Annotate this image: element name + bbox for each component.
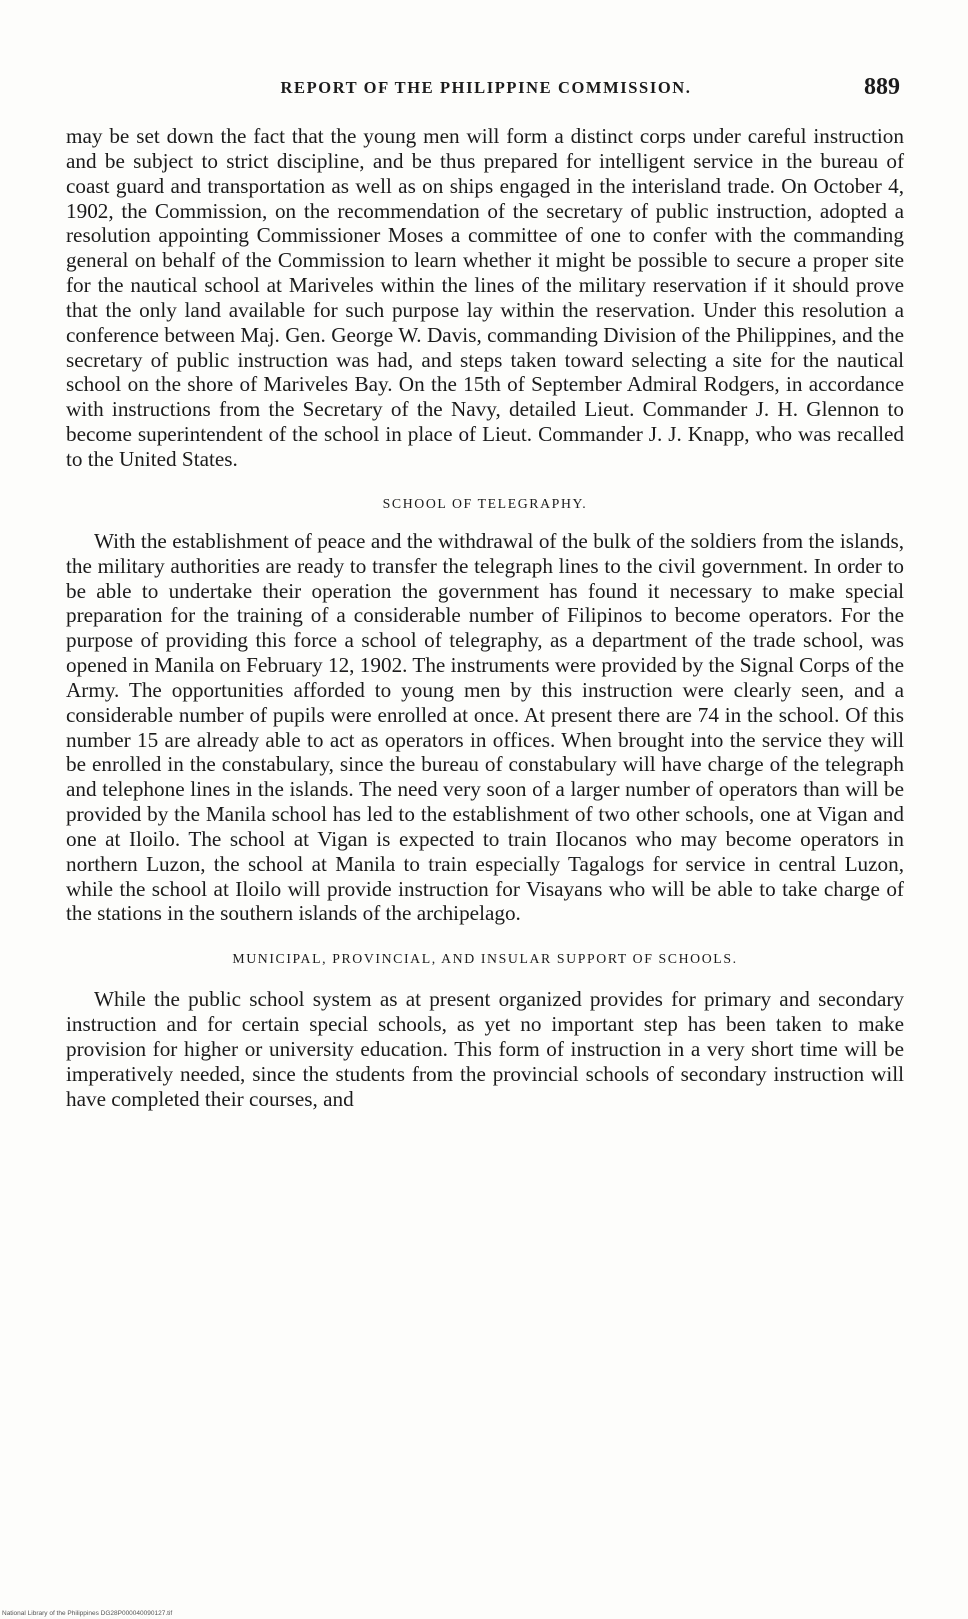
scan-credit: National Library of the Philippines DG28P000040090127.tif: [2, 1610, 173, 1617]
paragraph-telegraphy: With the establishment of peace and the withdrawal of the bulk of the soldiers from the islands, the military authorities are ready to transfer the telegraph lines to the civil government. In order to be able to undertake their operation the government has found it necessary to make special preparation for the training of a considerable number of Filipinos to become operators. For the purpose of providing this force a school of telegraphy, as a department of the trade school, was opened in Manila on February 12, 1902. The instruments were provided by the Signal Corps of the Army. The opportunities afforded to young men by this instruction were clearly seen, and a considerable number of pupils were enrolled at once. At present there are 74 in the school. Of this number 15 are already able to act as operators in offices. When brought into the service they will be enrolled in the constabulary, since the bureau of constabulary will have charge of the telegraph and telephone lines in the islands. The need very soon of a larger number of operators than will be provided by the Manila school has led to the establishment of two other schools, one at Vigan and one at Iloilo. The school at Vigan is expected to train Ilocanos who may become operators in northern Luzon, the school at Manila to train especially Tagalogs for service in central Luzon, while the school at Iloilo will provide instruction for Visayans who will be able to take charge of the stations in the southern islands of the archipelago.: [66, 528, 904, 926]
paragraph-support-of-schools: While the public school system as at present organized provides for primary and secondary instruction and for certain special schools, as yet no important step has been taken to make provision for higher or university education. This form of instruction in a very short time will be imperatively needed, since the students from the provincial schools of secondary instruction will have completed their courses, and: [66, 987, 904, 1111]
page-header: [66, 74, 906, 108]
section-heading-support-of-schools: MUNICIPAL, PROVINCIAL, AND INSULAR SUPPORT OF SCHOOLS.: [232, 951, 738, 967]
paragraph-nautical-school: may be set down the fact that the young men will form a distinct corps under careful instruction and be subject to strict discipline, and be thus prepared for intelligent service in the bureau of coast guard and transportation as well as on ships engaged in the interisland trade. On October 4, 1902, the Commission, on the recommendation of the secretary of public instruction, adopted a resolution appointing Commissioner Moses a committee of one to confer with the commanding general on behalf of the Commission to learn whether it might be possible to secure a proper site for the nautical school at Mariveles within the lines of the military reservation if it should prove that the only land available for such purpose lay within the reservation. Under this resolution a conference between Maj. Gen. George W. Davis, commanding Division of the Philippines, and the secretary of public instruction was had, and steps taken toward selecting a site for the nautical school on the shore of Mariveles Bay. On the 15th of September Admiral Rodgers, in accordance with instructions from the Secretary of the Navy, detailed Lieut. Commander J. H. Glennon to become superintendent of the school in place of Lieut. Commander J. J. Knapp, who was recalled to the United States.: [66, 124, 904, 471]
page-body: [66, 124, 904, 1112]
section-heading-telegraphy: SCHOOL OF TELEGRAPHY.: [382, 495, 588, 511]
page-number: 889: [864, 74, 900, 100]
running-title: REPORT OF THE PHILIPPINE COMMISSION.: [280, 78, 692, 97]
